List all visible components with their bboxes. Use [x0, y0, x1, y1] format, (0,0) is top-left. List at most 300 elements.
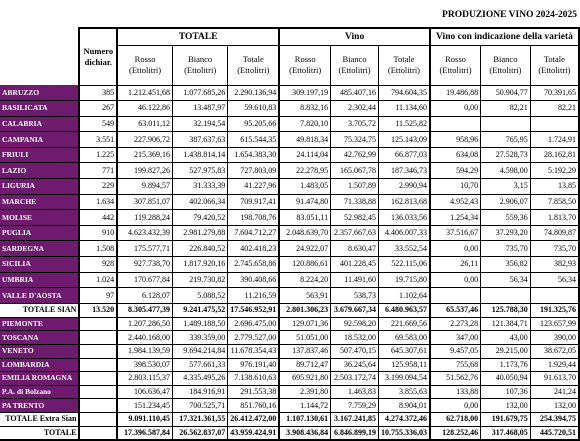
value-vt: 2.990,94: [378, 179, 430, 195]
num-dichiarazioni: 928: [79, 257, 117, 273]
value-it: 5.192,29: [530, 163, 579, 179]
value-tb: 577.661,33: [172, 358, 227, 372]
value-tr: 1.984.139,59: [117, 345, 172, 359]
value-vr: 695.921,80: [279, 372, 330, 386]
value-vt: 187.346,73: [378, 163, 430, 179]
region-name: FRIULI: [0, 147, 79, 163]
num-dichiarazioni: 910: [79, 225, 117, 241]
region-name: PUGLIA: [0, 225, 79, 241]
region-name: UMBRIA: [0, 272, 79, 288]
value-tt: 7.138.610,63: [228, 372, 280, 386]
value-vb: 538,73: [331, 288, 379, 304]
value-vr: 24.114,04: [279, 147, 330, 163]
value-vr: 129.071,36: [279, 317, 330, 331]
value-vb: 2.302,44: [331, 101, 379, 117]
value-tr: 215.369,16: [117, 147, 172, 163]
value-tt: 402.418,23: [228, 241, 280, 257]
table-row: [0, 85, 579, 101]
value-it: 1.929,44: [530, 358, 579, 372]
value-ib: 3,15: [481, 179, 531, 195]
num-dichiarazioni: 549: [79, 116, 117, 132]
table-row: [0, 179, 579, 195]
header-ig-bianco: Bianco (Ettolitri): [481, 45, 531, 85]
value-vt: 3.199.094,54: [378, 372, 430, 386]
header-vino-rosso: Rosso (Ettolitri): [279, 45, 330, 85]
value-vr: 2.048.639,70: [279, 225, 330, 241]
region-name: PA TRENTO: [0, 399, 79, 413]
value-vt: 125.958,11: [378, 358, 430, 372]
value-tr: 9.091.110,45: [117, 412, 172, 426]
value-it: 70.391,65: [530, 85, 579, 101]
table-row: [0, 331, 579, 345]
value-ir: 9.457,05: [430, 345, 481, 359]
value-tb: 387.637,63: [172, 132, 227, 148]
value-it: [530, 288, 579, 304]
value-ib: [481, 116, 531, 132]
header-group-totale: TOTALE: [117, 28, 279, 45]
value-tr: 46.122,86: [117, 101, 172, 117]
num-dichiarazioni: [79, 426, 117, 440]
region-name: VALLE D'AOSTA: [0, 288, 79, 304]
value-vt: 66.877,03: [378, 147, 430, 163]
value-vb: 1.507,89: [331, 179, 379, 195]
value-tb: 402.066,34: [172, 194, 227, 210]
value-vr: 1.107.130,61: [279, 412, 330, 426]
value-ib: 107,36: [481, 385, 531, 399]
value-ir: 65.537,46: [430, 303, 481, 317]
value-ir: 1.254,34: [430, 210, 481, 226]
header-tot-bianco: Bianco (Ettolitri): [172, 45, 227, 85]
value-tt: 43.959.424,91: [228, 426, 280, 440]
header-vino-totale: Totale (Ettolitri): [378, 45, 430, 85]
table-row: [0, 241, 579, 257]
value-it: 1.813,70: [530, 210, 579, 226]
value-vt: 794.604,35: [378, 85, 430, 101]
value-ib: 4.598,00: [481, 163, 531, 179]
value-ir: 0,00: [430, 241, 481, 257]
value-it: 7.858,50: [530, 194, 579, 210]
value-ir: 19.486,88: [430, 85, 481, 101]
value-tr: 17.396.587,84: [117, 426, 172, 440]
num-dichiarazioni: 267: [79, 101, 117, 117]
header-tot-rosso: Rosso (Ettolitri): [117, 45, 172, 85]
value-it: 735,70: [530, 241, 579, 257]
value-vr: 120.886,61: [279, 257, 330, 273]
value-ir: 2.273,28: [430, 317, 481, 331]
table-row: [0, 116, 579, 132]
value-vb: 401.228,45: [331, 257, 379, 273]
value-vb: 92.598,20: [331, 317, 379, 331]
value-vb: 2.357.667,63: [331, 225, 379, 241]
value-vr: 49.818,34: [279, 132, 330, 148]
value-ib: 125.788,30: [481, 303, 531, 317]
value-tt: 26.412.472,00: [228, 412, 280, 426]
value-vt: 6.480.963,57: [378, 303, 430, 317]
value-vr: 91.474,80: [279, 194, 330, 210]
report-title: PRODUZIONE VINO 2024-2025: [442, 10, 577, 20]
region-name: P.A. di Bolzano: [0, 385, 79, 399]
value-vb: 485.407,16: [331, 85, 379, 101]
value-tb: 1.817.920,16: [172, 257, 227, 273]
value-tb: 17.321.361,55: [172, 412, 227, 426]
value-vb: 2.503.172,74: [331, 372, 379, 386]
value-vb: 75.324,75: [331, 132, 379, 148]
table-row: [0, 288, 579, 304]
num-dichiarazioni: [79, 317, 117, 331]
header-ig-totale: Totale (Ettolitri): [530, 45, 579, 85]
value-ir: 0,00: [430, 272, 481, 288]
value-tt: 41.227,96: [228, 179, 280, 195]
value-it: 28.162,81: [530, 147, 579, 163]
value-ib: 356,82: [481, 257, 531, 273]
value-tt: 11.216,59: [228, 288, 280, 304]
value-tr: 398.530,07: [117, 358, 172, 372]
value-ib: 121.384,71: [481, 317, 531, 331]
value-tt: 59.610,83: [228, 101, 280, 117]
value-tr: 106.636,47: [117, 385, 172, 399]
table-row: [0, 317, 579, 331]
value-vt: 69.583,00: [378, 331, 430, 345]
value-vt: 11.134,60: [378, 101, 430, 117]
value-vt: 136.033,56: [378, 210, 430, 226]
value-ir: 133,88: [430, 385, 481, 399]
value-tr: 227.906,72: [117, 132, 172, 148]
value-ib: 50.904,77: [481, 85, 531, 101]
num-dichiarazioni: 771: [79, 163, 117, 179]
region-name: CAMPANIA: [0, 132, 79, 148]
value-tb: 32.194,54: [172, 116, 227, 132]
num-dichiarazioni: 3.551: [79, 132, 117, 148]
value-tb: 26.562.837,07: [172, 426, 227, 440]
value-ib: 1.173,76: [481, 358, 531, 372]
value-vr: 1.144,72: [279, 399, 330, 413]
value-tr: 307.851,07: [117, 194, 172, 210]
value-vt: 10.755.336,03: [378, 426, 430, 440]
value-ib: 82,21: [481, 101, 531, 117]
value-ib: 559,36: [481, 210, 531, 226]
table-row: [0, 194, 579, 210]
table-row: [0, 225, 579, 241]
header-ig-rosso: Rosso (Ettolitri): [430, 45, 481, 85]
num-dichiarazioni: 229: [79, 179, 117, 195]
value-vt: 645.307,61: [378, 345, 430, 359]
value-vt: 8.904,01: [378, 399, 430, 413]
value-tr: 63.011,12: [117, 116, 172, 132]
value-tb: 5.088,52: [172, 288, 227, 304]
value-ir: 594,29: [430, 163, 481, 179]
value-tb: 527.975,83: [172, 163, 227, 179]
value-vr: 2.391,80: [279, 385, 330, 399]
value-ir: 4.952,43: [430, 194, 481, 210]
value-it: 241,24: [530, 385, 579, 399]
value-tt: 17.546.952,91: [228, 303, 280, 317]
value-vb: 3.167.241,85: [331, 412, 379, 426]
value-tr: 119.288,24: [117, 210, 172, 226]
value-vb: 7.759,29: [331, 399, 379, 413]
value-ir: 128.252,46: [430, 426, 481, 440]
value-ir: 0,00: [430, 399, 481, 413]
region-name: LOMBARDIA: [0, 358, 79, 372]
value-tb: 13.487,97: [172, 101, 227, 117]
table-row: [0, 147, 579, 163]
value-it: [530, 116, 579, 132]
header-tot-totale: Totale (Ettolitri): [228, 45, 280, 85]
value-tr: 170.677,84: [117, 272, 172, 288]
value-ib: 29.215,00: [481, 345, 531, 359]
value-vb: 11.491,60: [331, 272, 379, 288]
value-vb: 507.470,15: [331, 345, 379, 359]
value-ir: 10,70: [430, 179, 481, 195]
value-tb: 1.489.188,50: [172, 317, 227, 331]
value-vb: 3.705,72: [331, 116, 379, 132]
value-ir: 26,11: [430, 257, 481, 273]
num-dichiarazioni: 442: [79, 210, 117, 226]
value-vr: 51.051,00: [279, 331, 330, 345]
region-name: CALABRIA: [0, 116, 79, 132]
value-it: 382,93: [530, 257, 579, 273]
value-it: 56,34: [530, 272, 579, 288]
num-dichiarazioni: 1.225: [79, 147, 117, 163]
value-tt: 2.779.527,00: [228, 331, 280, 345]
value-tb: 9.694.214,84: [172, 345, 227, 359]
num-dichiarazioni: 97: [79, 288, 117, 304]
num-dichiarazioni: 1.508: [79, 241, 117, 257]
value-ib: 37.293,20: [481, 225, 531, 241]
value-tr: 2.440.168,00: [117, 331, 172, 345]
num-dichiarazioni: [79, 358, 117, 372]
region-name: LIGURIA: [0, 179, 79, 195]
value-vt: 33.552,54: [378, 241, 430, 257]
num-dichiarazioni: 1.634: [79, 194, 117, 210]
header-num-dich: Numero dichiar.: [79, 28, 117, 85]
value-ib: 191.679,75: [481, 412, 531, 426]
value-vb: 52.982,45: [331, 210, 379, 226]
num-dichiarazioni: 385: [79, 85, 117, 101]
table-row: [0, 210, 579, 226]
region-name: ABRUZZO: [0, 85, 79, 101]
value-tb: 31.333,39: [172, 179, 227, 195]
value-tb: 226.840,52: [172, 241, 227, 257]
value-ib: 43,00: [481, 331, 531, 345]
value-it: 38.672,05: [530, 345, 579, 359]
value-tr: 1.212.451,68: [117, 85, 172, 101]
value-it: 82,21: [530, 101, 579, 117]
value-tr: 2.803.115,37: [117, 372, 172, 386]
value-ib: 2.906,07: [481, 194, 531, 210]
value-ib: 56,34: [481, 272, 531, 288]
header-vino-bianco: Bianco (Ettolitri): [331, 45, 379, 85]
value-ir: 0,00: [430, 101, 481, 117]
table-row: [0, 257, 579, 273]
value-tr: 175.577,71: [117, 241, 172, 257]
value-tt: 291.553,38: [228, 385, 280, 399]
value-vb: 6.846.899,19: [331, 426, 379, 440]
value-ir: 958,96: [430, 132, 481, 148]
value-it: 1.724,91: [530, 132, 579, 148]
value-tt: 976.191,40: [228, 358, 280, 372]
value-vr: 22.278,95: [279, 163, 330, 179]
num-dichiarazioni: [79, 399, 117, 413]
region-name: EMILIA ROMAGNA: [0, 372, 79, 386]
value-vb: 8.630,47: [331, 241, 379, 257]
value-vb: 18.532,00: [331, 331, 379, 345]
value-vr: 24.922,07: [279, 241, 330, 257]
value-tt: 709.917,41: [228, 194, 280, 210]
value-tb: 1.438.814,14: [172, 147, 227, 163]
value-tt: 1.654.383,30: [228, 147, 280, 163]
region-name: MARCHE: [0, 194, 79, 210]
table-row: [0, 385, 579, 399]
value-it: 191.325,76: [530, 303, 579, 317]
value-it: 13,85: [530, 179, 579, 195]
value-vt: 522.115,06: [378, 257, 430, 273]
value-vr: 1.483,05: [279, 179, 330, 195]
value-vr: 2.801.306,23: [279, 303, 330, 317]
region-name: MOLISE: [0, 210, 79, 226]
region-name: LAZIO: [0, 163, 79, 179]
value-vr: 563,91: [279, 288, 330, 304]
value-vt: 125.143,09: [378, 132, 430, 148]
value-tb: 2.981.279,88: [172, 225, 227, 241]
value-ib: [481, 288, 531, 304]
table-row: [0, 345, 579, 359]
num-dichiarazioni: [79, 372, 117, 386]
grand-total-row: [0, 426, 579, 440]
value-tr: 1.207.286,50: [117, 317, 172, 331]
value-tt: 95.205,66: [228, 116, 280, 132]
value-tt: 851.760,16: [228, 399, 280, 413]
value-ir: 634,08: [430, 147, 481, 163]
header-group-ig: Vino con indicazione della varietà: [430, 28, 579, 45]
table-row: [0, 132, 579, 148]
value-it: 132,00: [530, 399, 579, 413]
value-tr: 927.738,70: [117, 257, 172, 273]
table-row: [0, 399, 579, 413]
value-ir: [430, 288, 481, 304]
value-tb: 9.241.475,52: [172, 303, 227, 317]
value-tt: 2.696.475,00: [228, 317, 280, 331]
value-vb: 3.679.667,34: [331, 303, 379, 317]
region-name: SICILIA: [0, 257, 79, 273]
value-vb: 42.762,99: [331, 147, 379, 163]
value-ir: [430, 116, 481, 132]
value-tb: 339.359,00: [172, 331, 227, 345]
value-vb: 36.245,64: [331, 358, 379, 372]
value-it: 91.613,70: [530, 372, 579, 386]
value-ir: 62.718,00: [430, 412, 481, 426]
value-tt: 615.544,35: [228, 132, 280, 148]
value-ib: 27.528,73: [481, 147, 531, 163]
value-tt: 2.290.136,94: [228, 85, 280, 101]
table-row: [0, 358, 579, 372]
total-label: TOTALE SIAN: [0, 303, 79, 317]
table-row: [0, 272, 579, 288]
region-name: BASILICATA: [0, 101, 79, 117]
num-dichiarazioni: 1.024: [79, 272, 117, 288]
num-dichiarazioni: [79, 331, 117, 345]
value-tb: 1.077.685,26: [172, 85, 227, 101]
value-tt: 2.745.658,86: [228, 257, 280, 273]
region-name: PIEMONTE: [0, 317, 79, 331]
value-vb: 71.338,88: [331, 194, 379, 210]
value-vr: 8.224,20: [279, 272, 330, 288]
value-tr: 8.305.477,39: [117, 303, 172, 317]
region-name: TOSCANA: [0, 331, 79, 345]
value-tb: 4.335.495,26: [172, 372, 227, 386]
value-vt: 11.525,82: [378, 116, 430, 132]
value-it: 123.657,99: [530, 317, 579, 331]
value-ir: 755,68: [430, 358, 481, 372]
region-name: SARDEGNA: [0, 241, 79, 257]
value-it: 74.809,87: [530, 225, 579, 241]
value-tb: 184.916,91: [172, 385, 227, 399]
value-tr: 4.623.432,39: [117, 225, 172, 241]
header-group-vino: Vino: [279, 28, 430, 45]
total-sian-row: [0, 303, 579, 317]
value-tr: 6.128,07: [117, 288, 172, 304]
value-ir: 51.562,76: [430, 372, 481, 386]
value-vr: 7.820,10: [279, 116, 330, 132]
num-dichiarazioni: [79, 385, 117, 399]
value-vr: 3.908.436,84: [279, 426, 330, 440]
value-vt: 3.855,63: [378, 385, 430, 399]
num-dichiarazioni: [79, 412, 117, 426]
value-tt: 198.708,76: [228, 210, 280, 226]
value-tt: 7.604.712,27: [228, 225, 280, 241]
total-label: TOTALE Extra Sian: [0, 412, 79, 426]
value-tb: 700.525,71: [172, 399, 227, 413]
value-vb: 165.067,78: [331, 163, 379, 179]
value-vr: 89.712,47: [279, 358, 330, 372]
value-vt: 221.669,56: [378, 317, 430, 331]
value-tr: 9.894,57: [117, 179, 172, 195]
value-ir: 347,00: [430, 331, 481, 345]
value-vt: 4.274.372,46: [378, 412, 430, 426]
value-vr: 83.051,11: [279, 210, 330, 226]
num-dichiarazioni: [79, 345, 117, 359]
value-vt: 19.715,80: [378, 272, 430, 288]
value-ib: 40.050,94: [481, 372, 531, 386]
value-tt: 390.408,66: [228, 272, 280, 288]
table-row: [0, 163, 579, 179]
value-tt: 727.803,09: [228, 163, 280, 179]
total-extra-row: [0, 412, 579, 426]
value-tb: 219.730,82: [172, 272, 227, 288]
value-vr: 137.837,46: [279, 345, 330, 359]
value-ib: 317.468,05: [481, 426, 531, 440]
value-vr: 8.832,16: [279, 101, 330, 117]
value-vr: 309.197,19: [279, 85, 330, 101]
value-tr: 151.234,45: [117, 399, 172, 413]
value-vt: 4.406.007,33: [378, 225, 430, 241]
num-dichiarazioni: 13.520: [79, 303, 117, 317]
value-ib: 132,00: [481, 399, 531, 413]
value-vt: 162.813,68: [378, 194, 430, 210]
value-vt: 1.102,64: [378, 288, 430, 304]
value-vb: 1.463,83: [331, 385, 379, 399]
value-it: 445.720,51: [530, 426, 579, 440]
value-tr: 199.827,26: [117, 163, 172, 179]
value-ir: 37.516,67: [430, 225, 481, 241]
value-ib: 765,95: [481, 132, 531, 148]
value-ib: 735,70: [481, 241, 531, 257]
value-it: 254.394,75: [530, 412, 579, 426]
value-tt: 11.678.354,43: [228, 345, 280, 359]
value-it: 390,00: [530, 331, 579, 345]
value-tb: 79.420,52: [172, 210, 227, 226]
table-row: [0, 101, 579, 117]
region-name: VENETO: [0, 345, 79, 359]
